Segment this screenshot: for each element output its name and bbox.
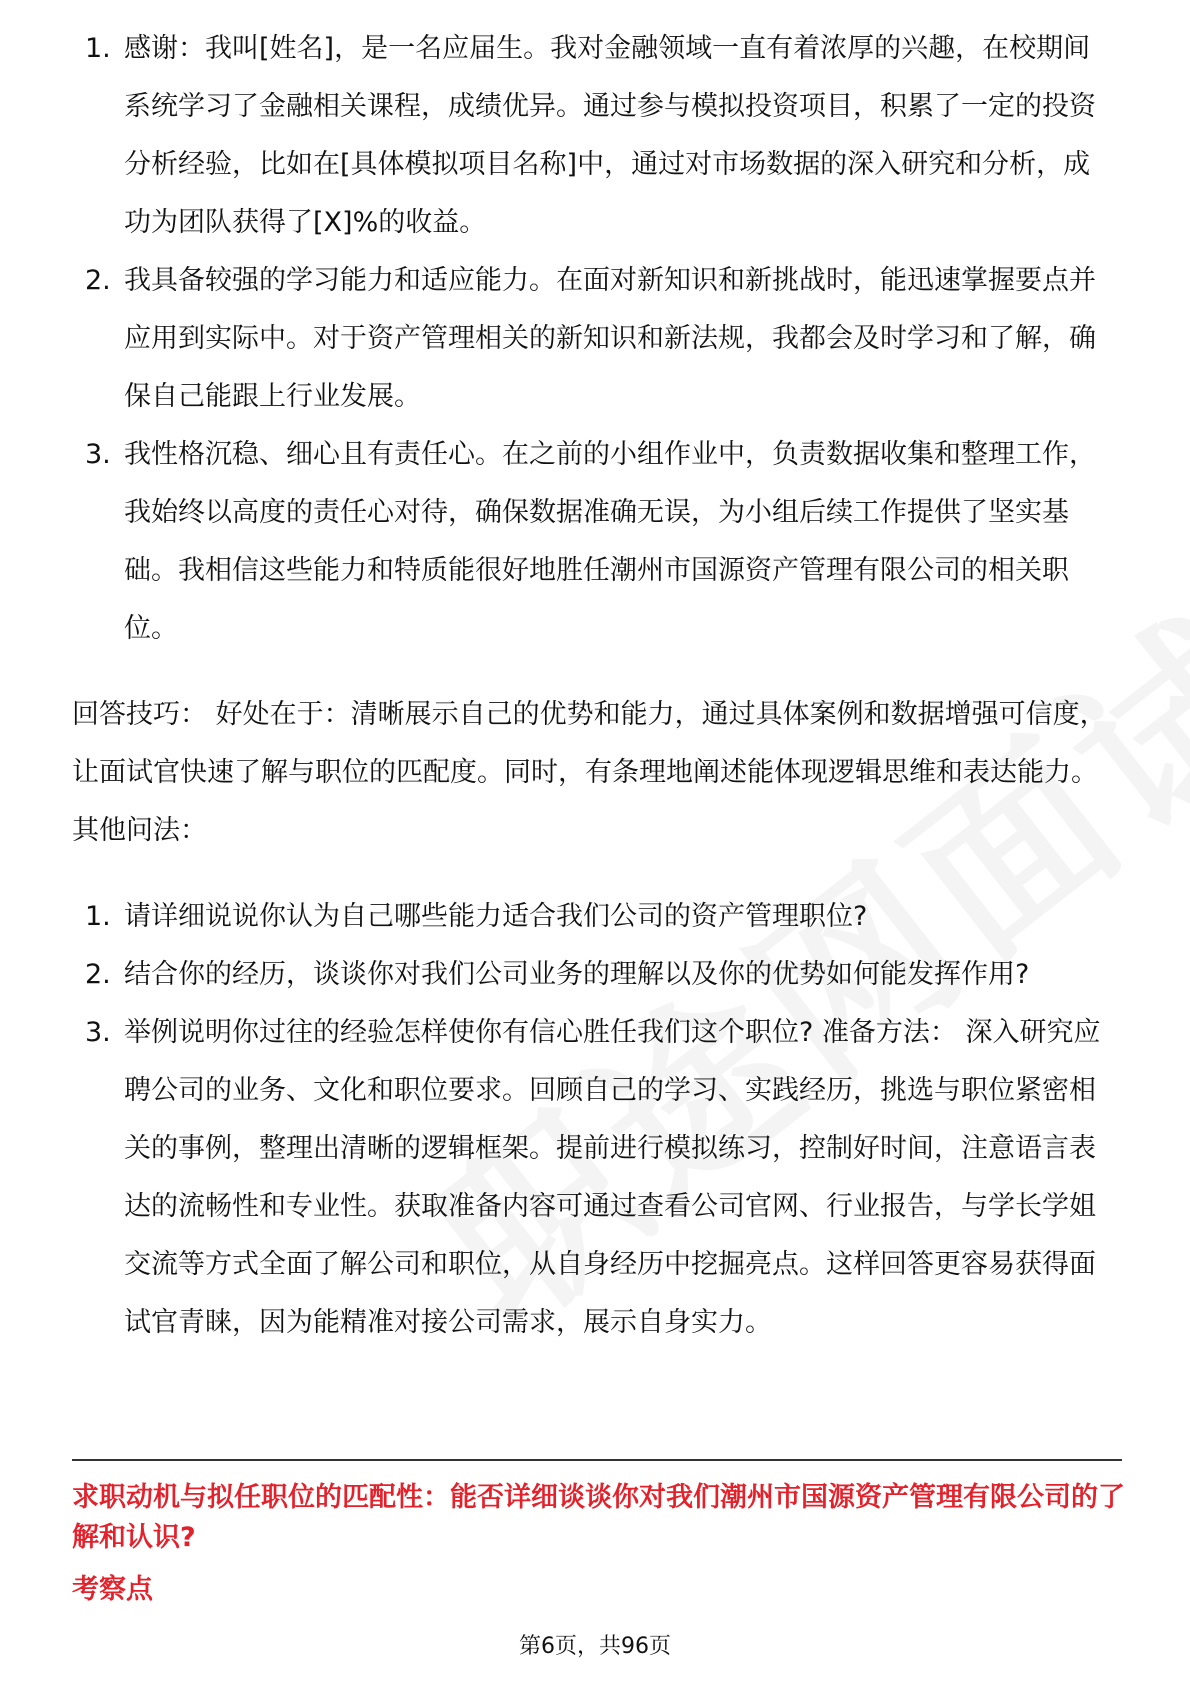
page-number-footer: 第6页，共96页 [519,1634,671,1659]
section-divider [72,1459,1122,1461]
list-text: 感谢：我叫[姓名]，是一名应届生。我对金融领域一直有着浓厚的兴趣，在校期间系统学习了金融相关课程，成绩优异。通过参与模拟投资项目，积累了一定的投资分析经验，比如在[具体模拟项目名称]中，通过对市场数据的深入研究和分析，成功为团队获得了[X]%的收益。 [124,33,1096,238]
list-item [0,252,1190,426]
list-number: 1. [85,33,111,64]
section-subtitle: 考察点 [72,1574,153,1605]
list-number: 1. [85,901,111,932]
list-number: 2. [85,959,111,990]
list-item [0,946,1190,1004]
list-item [0,888,1190,946]
answer-tip-paragraph: 回答技巧： 好处在于：清晰展示自己的优势和能力，通过具体案例和数据增强可信度，让面试官快速了解与职位的匹配度。同时，有条理地阐述能体现逻辑思维和表达能力。 其他问法： [72,699,1107,846]
other-questions-list [0,888,1190,1352]
list-text: 我性格沉稳、细心且有责任心。在之前的小组作业中，负责数据收集和整理工作，我始终以高度的责任心对待，确保数据准确无误，为小组后续工作提供了坚实基础。我相信这些能力和特质能很好地胜任潮州市国源资产管理有限公司的相关职位。 [124,439,1096,644]
list-text: 举例说明你过往的经验怎样使你有信心胜任我们这个职位? 准备方法： 深入研究应聘公司的业务、文化和职位要求。回顾自己的学习、实践经历，挑选与职位紧密相关的事例，整理出清晰的逻辑框架。提前进行模拟练习，控制好时间，注意语言表达的流畅性和专业性。获取准备内容可通过查看公司官网、行业报告，与学长学姐交流等方式全面了解公司和职位，从自身经历中挖掘亮点。这样回答更容易获得面试官青睐，因为能精准对接公司需求，展示自身实力。 [124,1017,1101,1338]
list-text: 结合你的经历，谈谈你对我们公司业务的理解以及你的优势如何能发挥作用? [124,959,1030,990]
list-item [0,20,1190,252]
section-title: 求职动机与拟任职位的匹配性：能否详细谈谈你对我们潮州市国源资产管理有限公司的了解和认识? [72,1482,1125,1553]
page-top-crop [0,0,1190,16]
list-text: 请详细说说你认为自己哪些能力适合我们公司的资产管理职位? [124,901,868,932]
list-item [0,426,1190,658]
list-item [0,1004,1190,1352]
list-number: 3. [85,1017,111,1048]
list-number: 2. [85,265,111,296]
list-text: 我具备较强的学习能力和适应能力。在面对新知识和新挑战时，能迅速掌握要点并应用到实际中。对于资产管理相关的新知识和新法规，我都会及时学习和了解，确保自己能跟上行业发展。 [124,265,1096,412]
list-number: 3. [85,439,111,470]
strengths-list [0,20,1190,658]
